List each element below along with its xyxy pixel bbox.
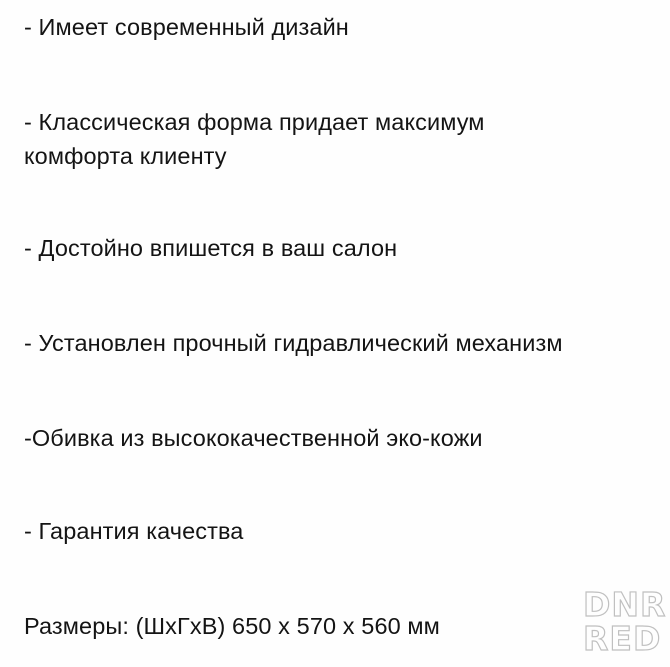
dimensions-text: Размеры: (ШхГхВ) 650 х 570 х 560 мм xyxy=(24,613,440,639)
watermark-line-2: RED xyxy=(583,619,662,658)
watermark-line-1: DNR xyxy=(583,585,667,624)
feature-hydraulic-mechanism: - Установлен прочный гидравлический механизм xyxy=(24,330,563,356)
feature-quality-guarantee: - Гарантия качества xyxy=(24,518,244,544)
feature-salon-fit: - Достойно впишется в ваш салон xyxy=(24,235,398,261)
feature-eco-leather: -Обивка из высококачественной эко-кожи xyxy=(24,425,483,451)
dnr-red-watermark xyxy=(583,583,667,661)
feature-modern-design: - Имеет современный дизайн xyxy=(24,14,349,40)
feature-classic-shape-cont: комфорта клиенту xyxy=(24,143,227,169)
feature-classic-shape: - Классическая форма придает максимум xyxy=(24,109,485,135)
